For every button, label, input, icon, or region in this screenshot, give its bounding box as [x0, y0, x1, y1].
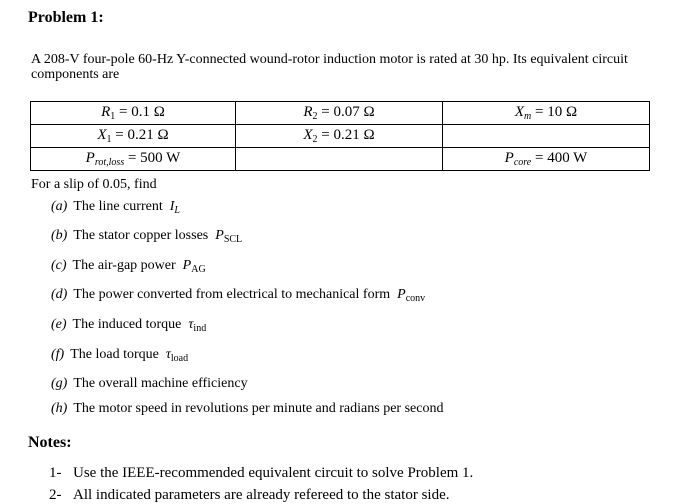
item-subscript: load [170, 353, 189, 364]
item-label: (h) [51, 401, 68, 416]
empty-cell [443, 125, 650, 148]
item-symbol: P [215, 228, 224, 243]
parameter-table [30, 101, 650, 171]
item-subscript: AG [191, 264, 206, 275]
note-text: All indicated parameters are already refereed to the stator side. [73, 487, 450, 503]
item-text: The overall machine efficiency [73, 376, 248, 391]
item-text: The power converted from electrical to mechanical form [73, 287, 391, 302]
note-text: Use the IEEE-recommended equivalent circuit to solve Problem 1. [73, 465, 474, 481]
param-subscript: core [513, 157, 532, 168]
item-symbol: I [169, 199, 175, 214]
param-x1 [31, 125, 236, 148]
param-symbol: P [85, 150, 95, 166]
param-subscript: rot,loss [94, 157, 125, 168]
param-symbol: X [303, 127, 313, 143]
note-item [49, 465, 473, 482]
list-item [51, 199, 180, 216]
table-row [31, 125, 650, 148]
slip-statement: For a slip of 0.05, find [31, 177, 157, 192]
param-x2 [236, 125, 443, 148]
item-text: The motor speed in revolutions per minute and radians per second [73, 401, 444, 416]
list-item [51, 401, 443, 417]
param-r1 [31, 102, 236, 125]
param-prot-loss [31, 148, 236, 171]
list-item [51, 376, 248, 392]
item-text: The air-gap power [72, 258, 176, 273]
param-subscript: 1 [106, 134, 112, 145]
list-item [51, 228, 242, 245]
list-item [51, 258, 206, 275]
list-item [51, 287, 425, 304]
param-pcore [443, 148, 650, 171]
param-value: = 0.07 Ω [321, 104, 375, 120]
param-value: = 0.1 Ω [119, 104, 165, 120]
problem-title: Problem 1: [28, 9, 104, 26]
param-value: = 400 W [534, 150, 588, 166]
param-symbol: R [101, 104, 111, 120]
param-value: = 0.21 Ω [321, 127, 375, 143]
item-label: (d) [51, 287, 68, 302]
param-subscript: 1 [110, 111, 116, 122]
param-r2 [236, 102, 443, 125]
item-label: (c) [51, 258, 67, 273]
item-symbol: P [182, 258, 192, 273]
param-value: = 10 Ω [535, 104, 578, 120]
notes-heading: Notes: [28, 434, 72, 451]
list-item [51, 347, 188, 364]
param-xm [443, 102, 650, 125]
param-symbol: X [514, 104, 525, 120]
param-symbol: R [303, 104, 313, 120]
item-label: (e) [51, 317, 67, 332]
item-subscript: conv [405, 293, 426, 304]
item-text: The induced torque [72, 317, 182, 332]
table-row [31, 102, 650, 125]
item-text: The line current [73, 199, 163, 214]
param-subscript: m [524, 111, 532, 122]
item-label: (f) [51, 347, 65, 362]
item-symbol: τ [188, 317, 194, 332]
note-number: 2- [49, 487, 62, 503]
table-row [31, 148, 650, 171]
item-text: The load torque [70, 347, 159, 362]
item-subscript: L [174, 205, 180, 216]
item-symbol: P [397, 287, 406, 302]
problem-intro: A 208-V four-pole 60-Hz Y-connected wound-rotor induction motor is rated at 30 hp. Its equivalent circuit components are [31, 52, 628, 82]
item-label: (g) [51, 376, 68, 391]
item-subscript: ind [193, 323, 207, 334]
item-text: The stator copper losses [73, 228, 209, 243]
param-symbol: P [504, 150, 514, 166]
empty-cell [236, 148, 443, 171]
note-number: 1- [49, 465, 62, 481]
param-subscript: 2 [312, 134, 318, 145]
param-value: = 0.21 Ω [115, 127, 169, 143]
param-value: = 500 W [127, 150, 181, 166]
item-symbol: τ [165, 347, 171, 362]
item-label: (a) [51, 199, 68, 214]
item-subscript: SCL [223, 234, 243, 245]
note-item [49, 487, 449, 504]
param-subscript: 2 [312, 111, 318, 122]
list-item [51, 317, 206, 334]
item-label: (b) [51, 228, 68, 243]
param-symbol: X [97, 127, 107, 143]
